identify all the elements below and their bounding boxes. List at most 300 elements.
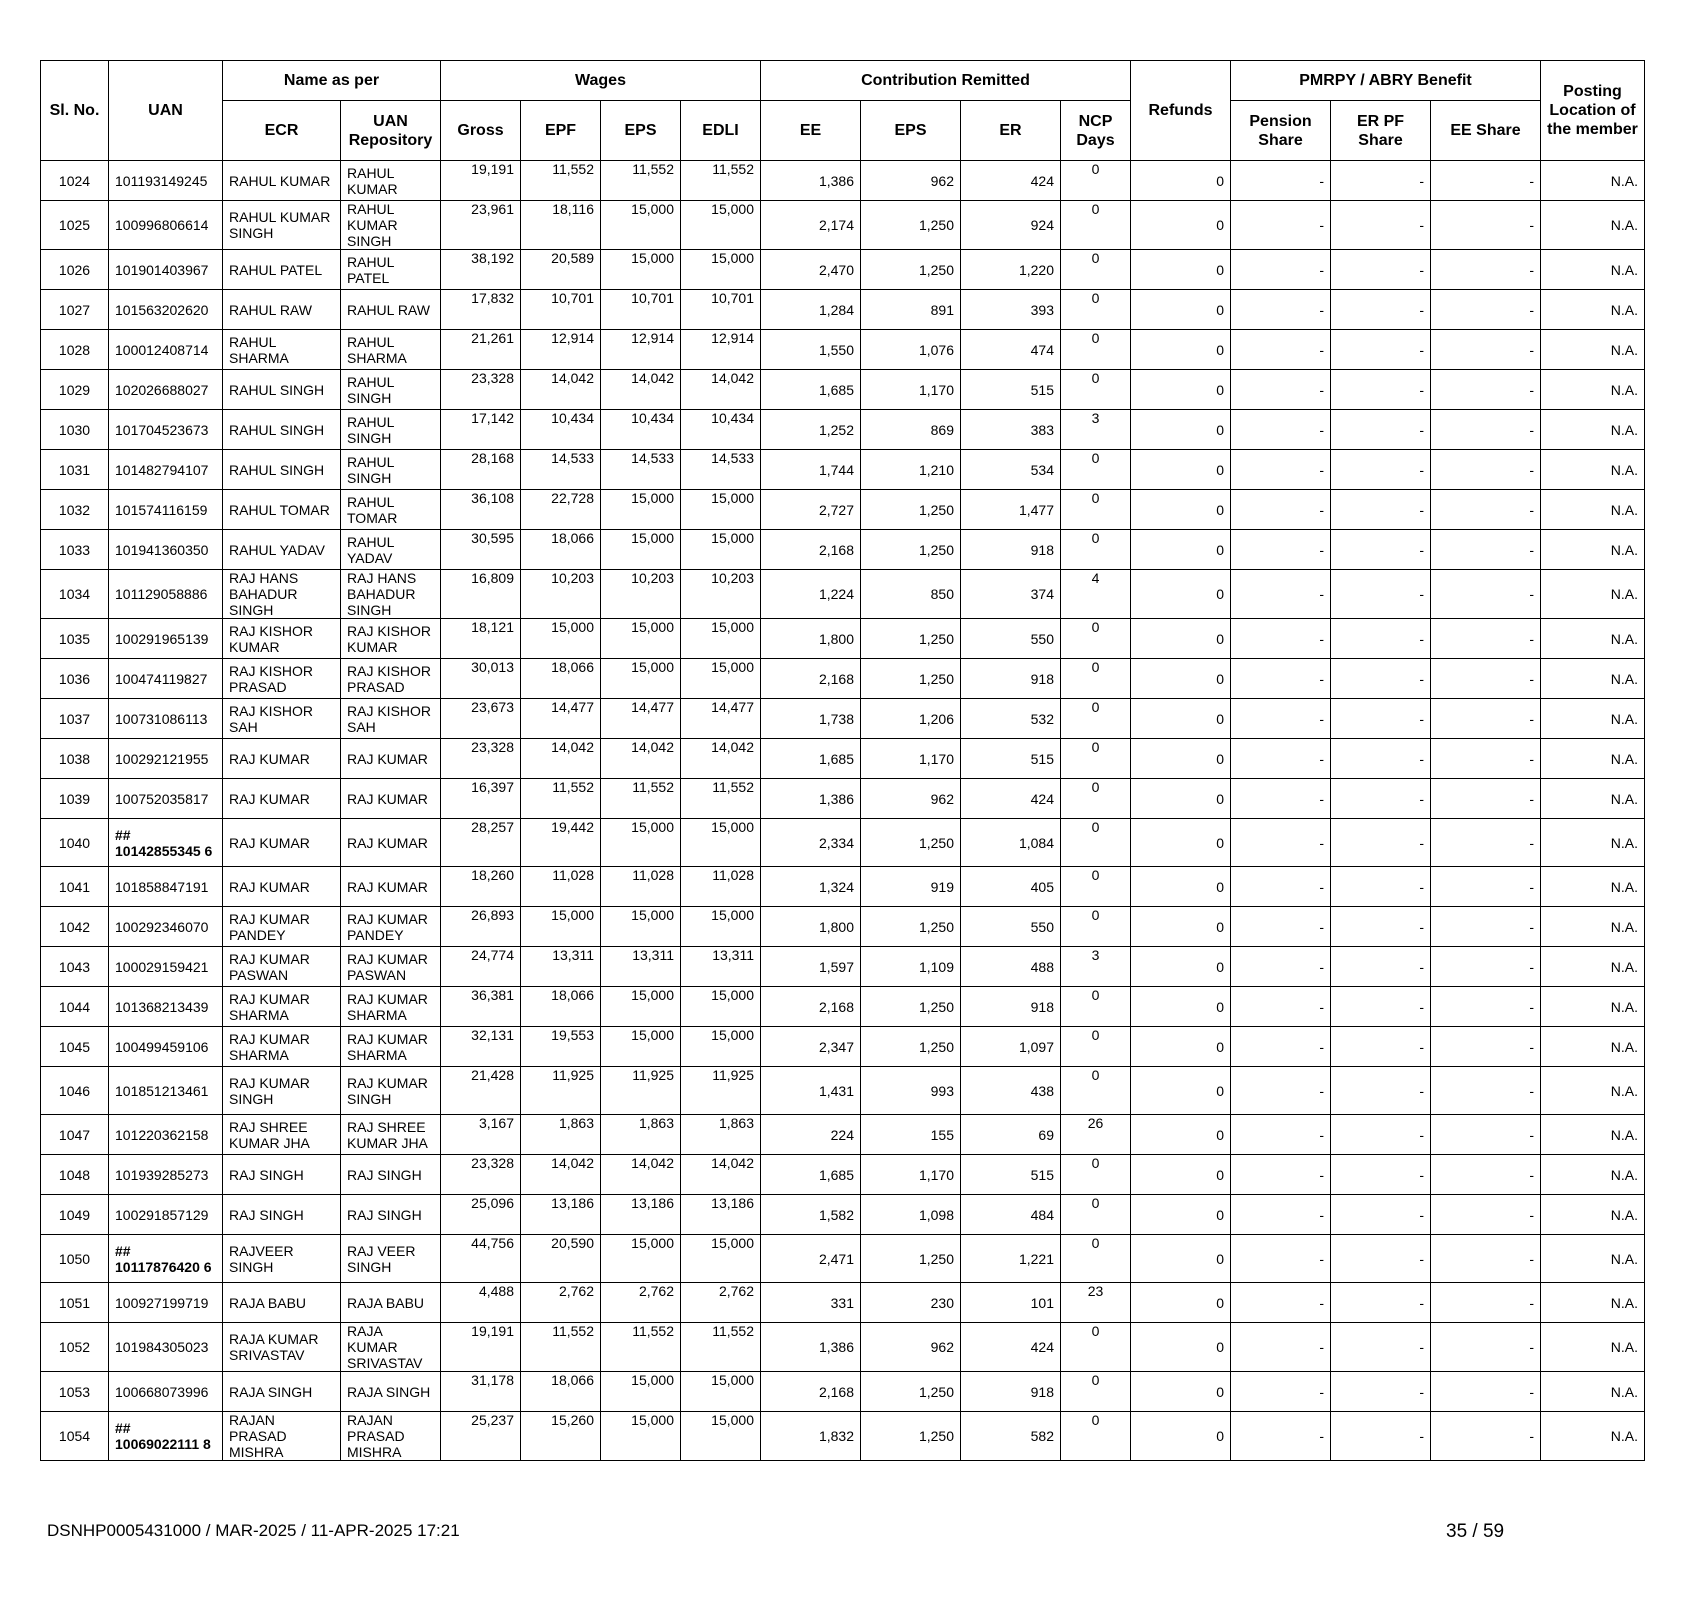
cell-posting-location: N.A. bbox=[1541, 290, 1645, 330]
cell-pension-share: - bbox=[1231, 1323, 1331, 1372]
cell-pension-share: - bbox=[1231, 1027, 1331, 1067]
table-row bbox=[41, 779, 1645, 819]
cell-er-pf-share: - bbox=[1331, 659, 1431, 699]
cell-ncp-days: 0 bbox=[1061, 1372, 1131, 1412]
cell-sl-no: 1029 bbox=[41, 370, 109, 410]
cell-edli: 15,000 bbox=[681, 1235, 761, 1283]
cell-ee: 2,168 bbox=[761, 987, 861, 1027]
cell-pension-share: - bbox=[1231, 250, 1331, 290]
cell-eps-contribution: 1,250 bbox=[861, 907, 961, 947]
cell-edli: 12,914 bbox=[681, 330, 761, 370]
cell-uan: 101482794107 bbox=[109, 450, 223, 490]
contribution-table bbox=[40, 60, 1645, 1461]
cell-ncp-days: 0 bbox=[1061, 290, 1131, 330]
cell-ee-share: - bbox=[1431, 1372, 1541, 1412]
cell-er-pf-share: - bbox=[1331, 1412, 1431, 1461]
table-row bbox=[41, 450, 1645, 490]
cell-er-pf-share: - bbox=[1331, 987, 1431, 1027]
cell-ee-share: - bbox=[1431, 490, 1541, 530]
cell-uan: 100291965139 bbox=[109, 619, 223, 659]
cell-pension-share: - bbox=[1231, 779, 1331, 819]
table-row bbox=[41, 1412, 1645, 1461]
cell-uan-repository-name: RAHUL KUMAR bbox=[341, 161, 441, 201]
table-row bbox=[41, 907, 1645, 947]
cell-er-pf-share: - bbox=[1331, 330, 1431, 370]
cell-er: 1,084 bbox=[961, 819, 1061, 867]
cell-edli: 10,203 bbox=[681, 570, 761, 619]
cell-edli: 14,042 bbox=[681, 1155, 761, 1195]
cell-epf: 1,863 bbox=[521, 1115, 601, 1155]
cell-posting-location: N.A. bbox=[1541, 987, 1645, 1027]
cell-er: 1,220 bbox=[961, 250, 1061, 290]
cell-uan-repository-name: RAHUL PATEL bbox=[341, 250, 441, 290]
table-row bbox=[41, 410, 1645, 450]
cell-edli: 15,000 bbox=[681, 250, 761, 290]
cell-eps-wages: 15,000 bbox=[601, 819, 681, 867]
cell-edli: 11,028 bbox=[681, 867, 761, 907]
cell-er-pf-share: - bbox=[1331, 1155, 1431, 1195]
cell-er-pf-share: - bbox=[1331, 1195, 1431, 1235]
cell-uan-repository-name: RAJ VEER SINGH bbox=[341, 1235, 441, 1283]
cell-refunds: 0 bbox=[1131, 1323, 1231, 1372]
cell-gross: 31,178 bbox=[441, 1372, 521, 1412]
cell-eps-contribution: 962 bbox=[861, 779, 961, 819]
table-row bbox=[41, 867, 1645, 907]
cell-sl-no: 1044 bbox=[41, 987, 109, 1027]
cell-er-pf-share: - bbox=[1331, 779, 1431, 819]
cell-uan-repository-name: RAJ KUMAR bbox=[341, 779, 441, 819]
cell-refunds: 0 bbox=[1131, 370, 1231, 410]
cell-posting-location: N.A. bbox=[1541, 947, 1645, 987]
cell-eps-wages: 15,000 bbox=[601, 1235, 681, 1283]
cell-eps-wages: 14,533 bbox=[601, 450, 681, 490]
cell-pension-share: - bbox=[1231, 450, 1331, 490]
cell-sl-no: 1040 bbox=[41, 819, 109, 867]
cell-er: 550 bbox=[961, 619, 1061, 659]
cell-pension-share: - bbox=[1231, 490, 1331, 530]
cell-ee: 331 bbox=[761, 1283, 861, 1323]
cell-ncp-days: 0 bbox=[1061, 250, 1131, 290]
cell-uan: 100996806614 bbox=[109, 201, 223, 250]
cell-edli: 15,000 bbox=[681, 1372, 761, 1412]
cell-er-pf-share: - bbox=[1331, 410, 1431, 450]
cell-uan: 101368213439 bbox=[109, 987, 223, 1027]
cell-eps-contribution: 850 bbox=[861, 570, 961, 619]
cell-ecr-name: RAHUL SINGH bbox=[223, 370, 341, 410]
cell-refunds: 0 bbox=[1131, 699, 1231, 739]
cell-eps-contribution: 891 bbox=[861, 290, 961, 330]
cell-gross: 23,328 bbox=[441, 739, 521, 779]
cell-refunds: 0 bbox=[1131, 819, 1231, 867]
cell-ee-share: - bbox=[1431, 410, 1541, 450]
cell-er: 101 bbox=[961, 1283, 1061, 1323]
cell-uan: 100012408714 bbox=[109, 330, 223, 370]
cell-refunds: 0 bbox=[1131, 1283, 1231, 1323]
cell-sl-no: 1037 bbox=[41, 699, 109, 739]
cell-posting-location: N.A. bbox=[1541, 1372, 1645, 1412]
cell-ee-share: - bbox=[1431, 1283, 1541, 1323]
cell-posting-location: N.A. bbox=[1541, 330, 1645, 370]
cell-eps-wages: 15,000 bbox=[601, 1372, 681, 1412]
cell-edli: 15,000 bbox=[681, 530, 761, 570]
cell-ee-share: - bbox=[1431, 1155, 1541, 1195]
cell-sl-no: 1053 bbox=[41, 1372, 109, 1412]
cell-edli: 13,311 bbox=[681, 947, 761, 987]
cell-ee: 2,168 bbox=[761, 530, 861, 570]
col-ncp-days: NCP Days bbox=[1061, 101, 1131, 161]
cell-ecr-name: RAHUL KUMAR bbox=[223, 161, 341, 201]
cell-er-pf-share: - bbox=[1331, 1372, 1431, 1412]
cell-edli: 15,000 bbox=[681, 659, 761, 699]
col-er-pf-share: ER PF Share bbox=[1331, 101, 1431, 161]
cell-posting-location: N.A. bbox=[1541, 161, 1645, 201]
cell-uan: ## 10142855345 6 bbox=[109, 819, 223, 867]
cell-eps-contribution: 1,250 bbox=[861, 819, 961, 867]
cell-eps-contribution: 919 bbox=[861, 867, 961, 907]
cell-eps-wages: 15,000 bbox=[601, 1027, 681, 1067]
cell-refunds: 0 bbox=[1131, 907, 1231, 947]
table-body bbox=[41, 161, 1645, 1461]
cell-edli: 11,552 bbox=[681, 1323, 761, 1372]
cell-ncp-days: 0 bbox=[1061, 779, 1131, 819]
cell-er: 424 bbox=[961, 779, 1061, 819]
cell-eps-contribution: 1,250 bbox=[861, 250, 961, 290]
cell-sl-no: 1041 bbox=[41, 867, 109, 907]
cell-gross: 36,381 bbox=[441, 987, 521, 1027]
group-pmrpy-abry: PMRPY / ABRY Benefit bbox=[1231, 61, 1541, 101]
cell-eps-contribution: 1,206 bbox=[861, 699, 961, 739]
cell-posting-location: N.A. bbox=[1541, 370, 1645, 410]
cell-er-pf-share: - bbox=[1331, 570, 1431, 619]
cell-refunds: 0 bbox=[1131, 1115, 1231, 1155]
cell-er: 918 bbox=[961, 659, 1061, 699]
cell-ecr-name: RAJ KUMAR SHARMA bbox=[223, 1027, 341, 1067]
cell-ee: 2,168 bbox=[761, 1372, 861, 1412]
cell-edli: 13,186 bbox=[681, 1195, 761, 1235]
cell-eps-wages: 13,311 bbox=[601, 947, 681, 987]
cell-pension-share: - bbox=[1231, 410, 1331, 450]
cell-pension-share: - bbox=[1231, 947, 1331, 987]
cell-er-pf-share: - bbox=[1331, 450, 1431, 490]
cell-uan-repository-name: RAJ HANS BAHADUR SINGH bbox=[341, 570, 441, 619]
cell-gross: 19,191 bbox=[441, 1323, 521, 1372]
table-row bbox=[41, 201, 1645, 250]
cell-er: 1,477 bbox=[961, 490, 1061, 530]
cell-uan-repository-name: RAHUL SINGH bbox=[341, 410, 441, 450]
table-row bbox=[41, 659, 1645, 699]
cell-posting-location: N.A. bbox=[1541, 1155, 1645, 1195]
cell-er-pf-share: - bbox=[1331, 1067, 1431, 1115]
cell-er: 424 bbox=[961, 1323, 1061, 1372]
cell-gross: 24,774 bbox=[441, 947, 521, 987]
cell-ecr-name: RAJ KUMAR PASWAN bbox=[223, 947, 341, 987]
cell-posting-location: N.A. bbox=[1541, 250, 1645, 290]
cell-gross: 30,013 bbox=[441, 659, 521, 699]
cell-edli: 15,000 bbox=[681, 907, 761, 947]
cell-uan: 100292121955 bbox=[109, 739, 223, 779]
cell-posting-location: N.A. bbox=[1541, 1027, 1645, 1067]
cell-gross: 16,397 bbox=[441, 779, 521, 819]
cell-ncp-days: 0 bbox=[1061, 490, 1131, 530]
cell-edli: 15,000 bbox=[681, 201, 761, 250]
cell-ncp-days: 3 bbox=[1061, 410, 1131, 450]
cell-er-pf-share: - bbox=[1331, 290, 1431, 330]
cell-refunds: 0 bbox=[1131, 1027, 1231, 1067]
cell-edli: 1,863 bbox=[681, 1115, 761, 1155]
cell-gross: 18,260 bbox=[441, 867, 521, 907]
cell-uan: 100029159421 bbox=[109, 947, 223, 987]
cell-ecr-name: RAJA BABU bbox=[223, 1283, 341, 1323]
cell-er: 532 bbox=[961, 699, 1061, 739]
cell-epf: 14,042 bbox=[521, 370, 601, 410]
cell-eps-wages: 1,863 bbox=[601, 1115, 681, 1155]
cell-ecr-name: RAHUL YADAV bbox=[223, 530, 341, 570]
cell-uan-repository-name: RAJA SINGH bbox=[341, 1372, 441, 1412]
cell-refunds: 0 bbox=[1131, 161, 1231, 201]
cell-er: 1,097 bbox=[961, 1027, 1061, 1067]
cell-er: 924 bbox=[961, 201, 1061, 250]
cell-posting-location: N.A. bbox=[1541, 450, 1645, 490]
cell-posting-location: N.A. bbox=[1541, 1067, 1645, 1115]
cell-ncp-days: 0 bbox=[1061, 161, 1131, 201]
cell-ncp-days: 0 bbox=[1061, 1027, 1131, 1067]
cell-er: 918 bbox=[961, 530, 1061, 570]
cell-uan: 101901403967 bbox=[109, 250, 223, 290]
cell-ncp-days: 0 bbox=[1061, 819, 1131, 867]
cell-eps-wages: 15,000 bbox=[601, 201, 681, 250]
cell-posting-location: N.A. bbox=[1541, 201, 1645, 250]
cell-ecr-name: RAJ SINGH bbox=[223, 1195, 341, 1235]
cell-refunds: 0 bbox=[1131, 1372, 1231, 1412]
cell-epf: 15,260 bbox=[521, 1412, 601, 1461]
cell-eps-wages: 14,042 bbox=[601, 739, 681, 779]
col-edli: EDLI bbox=[681, 101, 761, 161]
cell-pension-share: - bbox=[1231, 570, 1331, 619]
table-row bbox=[41, 1195, 1645, 1235]
cell-er: 69 bbox=[961, 1115, 1061, 1155]
cell-eps-contribution: 1,170 bbox=[861, 370, 961, 410]
cell-er: 534 bbox=[961, 450, 1061, 490]
cell-sl-no: 1036 bbox=[41, 659, 109, 699]
cell-ee: 1,284 bbox=[761, 290, 861, 330]
cell-er: 515 bbox=[961, 739, 1061, 779]
cell-eps-contribution: 1,250 bbox=[861, 201, 961, 250]
page-number: 35 / 59 bbox=[1446, 1521, 1505, 1542]
cell-gross: 19,191 bbox=[441, 161, 521, 201]
cell-sl-no: 1042 bbox=[41, 907, 109, 947]
table-row bbox=[41, 619, 1645, 659]
cell-ecr-name: RAJ SHREE KUMAR JHA bbox=[223, 1115, 341, 1155]
cell-ncp-days: 26 bbox=[1061, 1115, 1131, 1155]
cell-ee-share: - bbox=[1431, 450, 1541, 490]
cell-uan-repository-name: RAJ SINGH bbox=[341, 1195, 441, 1235]
cell-ee: 1,550 bbox=[761, 330, 861, 370]
cell-uan: 101941360350 bbox=[109, 530, 223, 570]
table-row bbox=[41, 161, 1645, 201]
col-ee-share: EE Share bbox=[1431, 101, 1541, 161]
cell-ee-share: - bbox=[1431, 1412, 1541, 1461]
col-posting-location: Posting Location of the member bbox=[1541, 61, 1645, 161]
cell-pension-share: - bbox=[1231, 290, 1331, 330]
cell-uan-repository-name: RAJ KUMAR bbox=[341, 867, 441, 907]
table-row bbox=[41, 1235, 1645, 1283]
cell-er: 918 bbox=[961, 1372, 1061, 1412]
cell-er: 484 bbox=[961, 1195, 1061, 1235]
cell-ecr-name: RAJ HANS BAHADUR SINGH bbox=[223, 570, 341, 619]
group-wages: Wages bbox=[441, 61, 761, 101]
cell-ncp-days: 0 bbox=[1061, 450, 1131, 490]
cell-uan-repository-name: RAJ KUMAR SHARMA bbox=[341, 987, 441, 1027]
cell-ee-share: - bbox=[1431, 290, 1541, 330]
cell-ncp-days: 0 bbox=[1061, 530, 1131, 570]
cell-uan: 101704523673 bbox=[109, 410, 223, 450]
cell-er-pf-share: - bbox=[1331, 1027, 1431, 1067]
cell-ncp-days: 0 bbox=[1061, 1067, 1131, 1115]
cell-refunds: 0 bbox=[1131, 490, 1231, 530]
cell-epf: 10,701 bbox=[521, 290, 601, 330]
cell-eps-wages: 14,477 bbox=[601, 699, 681, 739]
cell-er-pf-share: - bbox=[1331, 370, 1431, 410]
cell-uan: 100292346070 bbox=[109, 907, 223, 947]
cell-epf: 14,477 bbox=[521, 699, 601, 739]
cell-ecr-name: RAJVEER SINGH bbox=[223, 1235, 341, 1283]
cell-eps-wages: 14,042 bbox=[601, 370, 681, 410]
cell-eps-contribution: 1,250 bbox=[861, 1372, 961, 1412]
cell-sl-no: 1038 bbox=[41, 739, 109, 779]
cell-eps-wages: 15,000 bbox=[601, 1412, 681, 1461]
cell-ee-share: - bbox=[1431, 570, 1541, 619]
cell-er: 393 bbox=[961, 290, 1061, 330]
cell-refunds: 0 bbox=[1131, 659, 1231, 699]
cell-sl-no: 1033 bbox=[41, 530, 109, 570]
cell-sl-no: 1031 bbox=[41, 450, 109, 490]
table-row bbox=[41, 1323, 1645, 1372]
cell-uan: 100752035817 bbox=[109, 779, 223, 819]
cell-er-pf-share: - bbox=[1331, 819, 1431, 867]
cell-er: 383 bbox=[961, 410, 1061, 450]
cell-epf: 22,728 bbox=[521, 490, 601, 530]
cell-er-pf-share: - bbox=[1331, 867, 1431, 907]
cell-epf: 20,589 bbox=[521, 250, 601, 290]
table-row bbox=[41, 1067, 1645, 1115]
cell-eps-wages: 15,000 bbox=[601, 659, 681, 699]
cell-refunds: 0 bbox=[1131, 867, 1231, 907]
cell-posting-location: N.A. bbox=[1541, 619, 1645, 659]
cell-sl-no: 1052 bbox=[41, 1323, 109, 1372]
cell-gross: 25,096 bbox=[441, 1195, 521, 1235]
cell-ee: 1,582 bbox=[761, 1195, 861, 1235]
cell-epf: 18,116 bbox=[521, 201, 601, 250]
cell-posting-location: N.A. bbox=[1541, 739, 1645, 779]
cell-sl-no: 1035 bbox=[41, 619, 109, 659]
cell-posting-location: N.A. bbox=[1541, 410, 1645, 450]
cell-er-pf-share: - bbox=[1331, 201, 1431, 250]
cell-eps-contribution: 1,210 bbox=[861, 450, 961, 490]
cell-ee: 224 bbox=[761, 1115, 861, 1155]
cell-epf: 11,552 bbox=[521, 161, 601, 201]
cell-ee: 1,832 bbox=[761, 1412, 861, 1461]
cell-refunds: 0 bbox=[1131, 1412, 1231, 1461]
cell-uan: 100499459106 bbox=[109, 1027, 223, 1067]
table-row bbox=[41, 290, 1645, 330]
cell-ecr-name: RAJ KUMAR bbox=[223, 739, 341, 779]
cell-uan: 101574116159 bbox=[109, 490, 223, 530]
cell-uan: 100731086113 bbox=[109, 699, 223, 739]
cell-ncp-days: 4 bbox=[1061, 570, 1131, 619]
cell-gross: 38,192 bbox=[441, 250, 521, 290]
cell-uan-repository-name: RAJAN PRASAD MISHRA bbox=[341, 1412, 441, 1461]
cell-pension-share: - bbox=[1231, 370, 1331, 410]
cell-pension-share: - bbox=[1231, 1412, 1331, 1461]
cell-posting-location: N.A. bbox=[1541, 867, 1645, 907]
cell-pension-share: - bbox=[1231, 1235, 1331, 1283]
table-row bbox=[41, 570, 1645, 619]
cell-refunds: 0 bbox=[1131, 530, 1231, 570]
cell-uan-repository-name: RAJ KUMAR bbox=[341, 739, 441, 779]
cell-eps-wages: 11,552 bbox=[601, 161, 681, 201]
cell-ee: 1,224 bbox=[761, 570, 861, 619]
cell-refunds: 0 bbox=[1131, 947, 1231, 987]
cell-ncp-days: 0 bbox=[1061, 907, 1131, 947]
cell-ee: 1,685 bbox=[761, 370, 861, 410]
cell-uan-repository-name: RAHUL SINGH bbox=[341, 370, 441, 410]
cell-sl-no: 1051 bbox=[41, 1283, 109, 1323]
cell-uan-repository-name: RAJ KISHOR KUMAR bbox=[341, 619, 441, 659]
cell-eps-contribution: 1,250 bbox=[861, 659, 961, 699]
table-row bbox=[41, 250, 1645, 290]
cell-uan: 101220362158 bbox=[109, 1115, 223, 1155]
cell-er-pf-share: - bbox=[1331, 947, 1431, 987]
cell-eps-contribution: 1,250 bbox=[861, 987, 961, 1027]
cell-gross: 21,261 bbox=[441, 330, 521, 370]
cell-uan-repository-name: RAHUL KUMAR SINGH bbox=[341, 201, 441, 250]
cell-pension-share: - bbox=[1231, 1195, 1331, 1235]
cell-sl-no: 1045 bbox=[41, 1027, 109, 1067]
cell-ee-share: - bbox=[1431, 779, 1541, 819]
table-row bbox=[41, 987, 1645, 1027]
cell-pension-share: - bbox=[1231, 739, 1331, 779]
cell-er: 515 bbox=[961, 370, 1061, 410]
cell-er-pf-share: - bbox=[1331, 1283, 1431, 1323]
col-er: ER bbox=[961, 101, 1061, 161]
cell-er: 550 bbox=[961, 907, 1061, 947]
cell-ncp-days: 0 bbox=[1061, 1195, 1131, 1235]
cell-posting-location: N.A. bbox=[1541, 1235, 1645, 1283]
cell-eps-wages: 13,186 bbox=[601, 1195, 681, 1235]
cell-er-pf-share: - bbox=[1331, 699, 1431, 739]
cell-ee: 1,685 bbox=[761, 739, 861, 779]
cell-er: 1,221 bbox=[961, 1235, 1061, 1283]
cell-ee-share: - bbox=[1431, 201, 1541, 250]
cell-refunds: 0 bbox=[1131, 619, 1231, 659]
cell-ncp-days: 0 bbox=[1061, 1235, 1131, 1283]
cell-ee: 1,252 bbox=[761, 410, 861, 450]
cell-er: 405 bbox=[961, 867, 1061, 907]
cell-ncp-days: 0 bbox=[1061, 201, 1131, 250]
cell-edli: 14,042 bbox=[681, 370, 761, 410]
cell-uan-repository-name: RAJA KUMAR SRIVASTAV bbox=[341, 1323, 441, 1372]
col-gross: Gross bbox=[441, 101, 521, 161]
cell-epf: 12,914 bbox=[521, 330, 601, 370]
cell-eps-wages: 15,000 bbox=[601, 619, 681, 659]
cell-gross: 44,756 bbox=[441, 1235, 521, 1283]
cell-eps-contribution: 962 bbox=[861, 1323, 961, 1372]
cell-uan-repository-name: RAHUL TOMAR bbox=[341, 490, 441, 530]
cell-ee: 1,386 bbox=[761, 779, 861, 819]
cell-uan-repository-name: RAJ KISHOR SAH bbox=[341, 699, 441, 739]
cell-gross: 17,832 bbox=[441, 290, 521, 330]
cell-eps-wages: 15,000 bbox=[601, 250, 681, 290]
